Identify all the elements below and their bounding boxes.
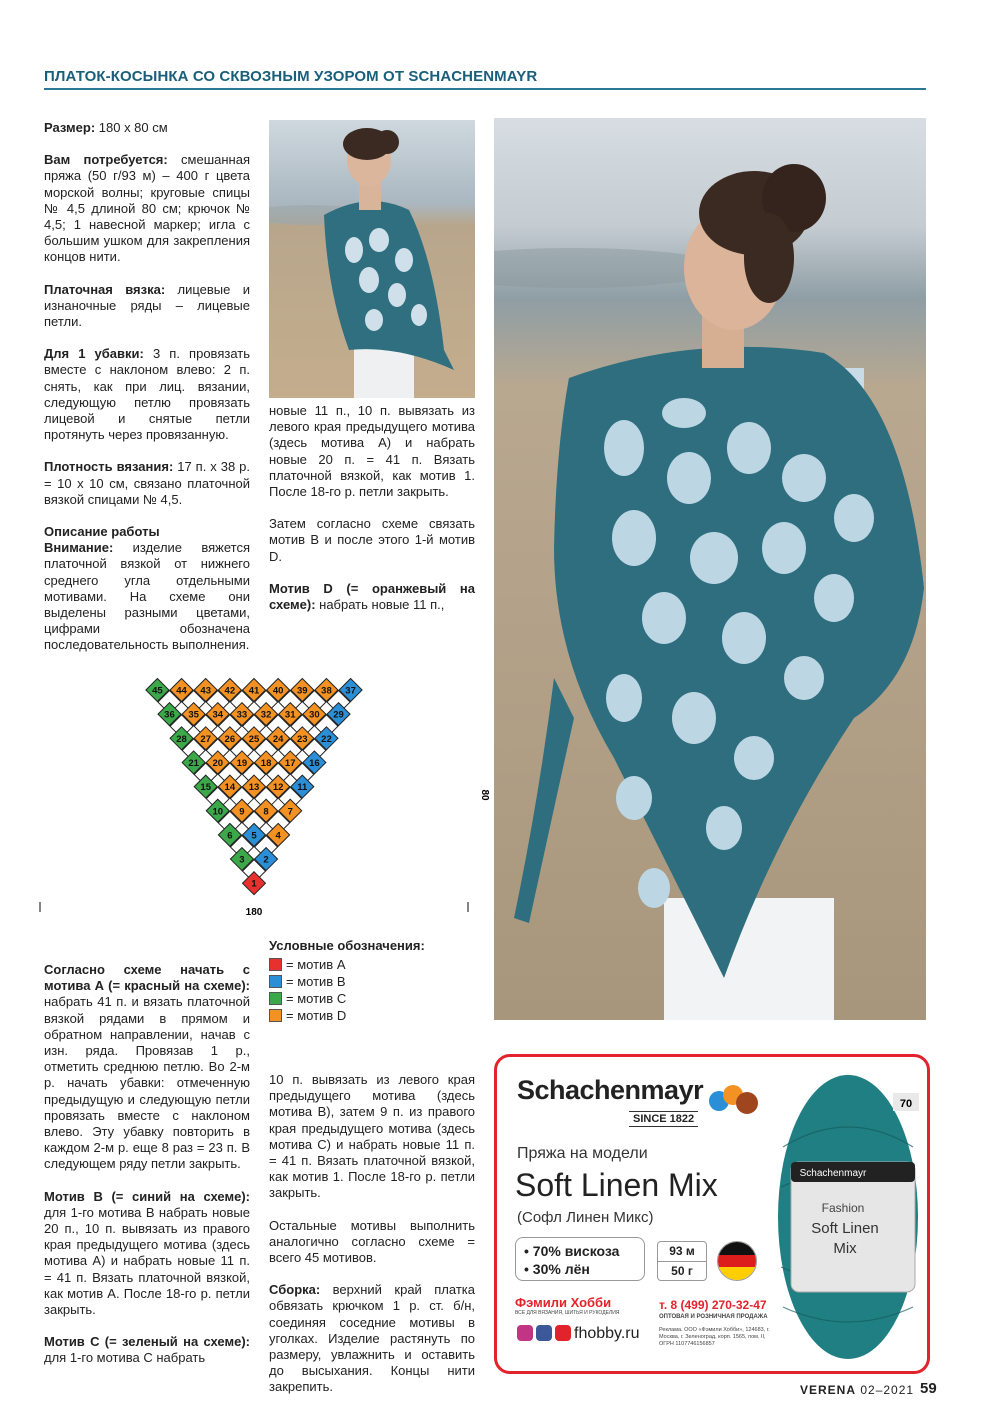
motif-number: 38 xyxy=(321,685,332,697)
svg-text:Fashion: Fashion xyxy=(821,1201,865,1215)
text-column-2: новые 11 п., 10 п. вывязать из левого края предыдущего мотива (здесь мотива А) и набрать новые 20 п. = 41 п. Вязать платочной вязкой, как мотив 1. После 18-го р. петли закрыть. Затем согласно схеме связать мотив В и после этого 1-й мотив D. Мотив D (= оранжевый на схеме): набрать новые 11 п., xyxy=(269,403,475,613)
motif-number: 35 xyxy=(188,709,199,721)
section-heading: Описание работы xyxy=(44,524,160,540)
shop-phone: т. 8 (499) 270-32-47 xyxy=(659,1298,767,1312)
motif-number: 11 xyxy=(297,782,308,794)
motif-number: 17 xyxy=(284,757,296,769)
motif-number: 40 xyxy=(272,685,284,697)
motif-number: 6 xyxy=(227,830,233,842)
page-title: ПЛАТОК-КОСЫНКА СО СКВОЗНЫМ УЗОРОМ ОТ SCHACHENMAYR xyxy=(44,68,538,85)
shop-website[interactable]: fhobby.ru xyxy=(517,1325,640,1343)
shop-logo: Фэмили Хобби ВСЕ ДЛЯ ВЯЗАНИЯ, ШИТЬЯ И РУКОДЕЛИЯ xyxy=(515,1295,620,1316)
motif-number: 4 xyxy=(275,830,281,842)
yarn-name: Soft Linen Mix xyxy=(515,1167,718,1203)
title-rule xyxy=(44,88,926,90)
motif-number: 8 xyxy=(263,806,269,818)
motif-number: 16 xyxy=(309,757,320,769)
motif-number: 9 xyxy=(239,806,245,818)
legend-item xyxy=(269,990,479,1007)
yarn-balls-logo-icon xyxy=(705,1079,765,1123)
germany-flag-icon xyxy=(717,1241,757,1281)
motif-number: 32 xyxy=(260,709,272,721)
specs-box: 93 м 50 г xyxy=(657,1241,707,1281)
shop-phone-sub: ОПТОВАЯ И РОЗНИЧНАЯ ПРОДАЖА xyxy=(659,1314,768,1320)
motif-number: 27 xyxy=(200,733,211,745)
motif-number: 7 xyxy=(287,806,293,818)
legend-label: = мотив В xyxy=(286,974,346,989)
motif-number: 30 xyxy=(309,709,320,721)
motif-number: 24 xyxy=(272,733,284,745)
motif-number: 21 xyxy=(188,757,199,769)
since-label: SINCE 1822 xyxy=(629,1111,698,1127)
legend-heading: Условные обозначения: xyxy=(269,938,425,953)
motif-number: 20 xyxy=(212,757,224,769)
footer-magazine: VERENA 02–2021 xyxy=(800,1383,915,1397)
motif-number: 39 xyxy=(297,685,308,697)
legend-item xyxy=(269,973,479,990)
motif-number: 33 xyxy=(236,709,248,721)
legend-item xyxy=(269,1007,479,1024)
svg-text:Mix: Mix xyxy=(833,1240,857,1257)
motif-number: 18 xyxy=(260,757,272,769)
width-label: 180 xyxy=(245,907,263,918)
motif-number: 25 xyxy=(248,733,260,745)
yarn-for-label: Пряжа на модели xyxy=(517,1145,648,1162)
motif-number: 14 xyxy=(224,782,236,794)
motif-number: 34 xyxy=(212,709,224,721)
height-label: 80 xyxy=(479,789,490,801)
svg-text:Soft Linen: Soft Linen xyxy=(811,1220,879,1237)
text-column-1: Размер: 180 х 80 см Вам потребуется: смешанная пряжа (50 г/93 м) – 400 г цвета морской волны; круговые спицы № 4,5 длиной 80 см; крючок № 4,5; 1 навесной маркер; игла с большим ушком для закрепления концов нити. Платочная вязка: лицевые и изнаночные ряды – лицевые петли. Для 1 убавки: 3 п. провязать вместе с наклоном влево: 2 п. снять, как при лиц. вязании, следующую петлю провязать лицевой и снятые петли протянуть через провязанную. Плотность вязания: 17 п. х 38 р. = 10 х 10 см, связано платочной вязкой спицами № 4,5. Описание работы Внимание: изделие вяжется платочной вязкой от нижнего среднего угла отдельными мотивами. На схеме они выделены разными цветами, цифрами обозначена последовательность выполнения. xyxy=(44,120,250,653)
model-photo-small xyxy=(269,120,475,398)
page-number: 59 xyxy=(920,1380,937,1397)
motif-number: 13 xyxy=(248,782,260,794)
motif-number: 37 xyxy=(345,685,356,697)
motif-number: 26 xyxy=(224,733,236,745)
motif-number: 3 xyxy=(239,854,245,866)
motif-number: 10 xyxy=(212,806,224,818)
legend-swatch xyxy=(269,975,282,988)
legal-text: Реклама. ООО «Фэмили Хобби», 124683, г. Москва, г. Зеленоград, корп. 1565, пом. II, ОГРН 1107746156857 xyxy=(659,1327,770,1347)
motif-number: 5 xyxy=(251,830,257,842)
motif-number: 43 xyxy=(200,685,211,697)
motif-number: 2 xyxy=(263,854,269,866)
legend-label: = мотив С xyxy=(286,991,347,1006)
motif-number: 36 xyxy=(164,709,175,721)
instagram-icon[interactable] xyxy=(517,1325,533,1341)
motif-number: 22 xyxy=(321,733,332,745)
motif-number: 15 xyxy=(200,782,211,794)
svg-text:Schachenmayr: Schachenmayr xyxy=(799,1168,867,1179)
motif-number: 41 xyxy=(248,685,260,697)
motif-number: 19 xyxy=(236,757,248,769)
legend-swatch xyxy=(269,958,282,971)
motif-number: 45 xyxy=(152,685,163,697)
legend-item xyxy=(269,956,479,973)
legend-swatch xyxy=(269,992,282,1005)
yarn-name-ru: (Софл Линен Микс) xyxy=(517,1209,654,1226)
legend-label: = мотив А xyxy=(286,957,346,972)
motif-number: 31 xyxy=(284,709,296,721)
motif-number: 42 xyxy=(224,685,236,697)
legend xyxy=(269,937,479,1024)
svg-text:70: 70 xyxy=(899,1098,913,1110)
diagram-svg xyxy=(34,670,494,920)
motif-diagram xyxy=(34,670,494,920)
composition-box: • 70% вискоза • 30% лён xyxy=(515,1237,645,1281)
yarn-ball-image xyxy=(773,1067,923,1367)
text-column-4: 10 п. вывязать из левого края предыдущего мотива (здесь мотива В), затем 9 п. из правого края предыдущего мотива (здесь мотива С) и набрать новые 11 п. = 41 п. Вязать платочной вязкой, как мотив 1. После 18-го р. петли закрыть. Остальные мотивы выполнить аналогично согласно схеме = всего 45 мотивов. Сборка: верхний край платка обвязать крючком 1 р. ст. б/н, соединяя соседние мотивы в уголках. Изделие растянуть по размеру, увлажнить и оставить до высыхания. Концы нити закрепить. xyxy=(269,1072,475,1395)
legend-label: = мотив D xyxy=(286,1008,347,1023)
youtube-icon[interactable] xyxy=(555,1325,571,1341)
motif-number: 44 xyxy=(176,685,187,697)
legend-swatch xyxy=(269,1009,282,1022)
text-column-3: Согласно схеме начать с мотива А (= красный на схеме): набрать 41 п. и вязать платочной вязкой рядами в прямом и обратном направлении, начав с изн. ряда. Провязав 1 р., отметить среднюю петлю. Во 2-м р. начать убавки: отмеченную предыдущую и следующую петли провязать вместе с наклоном влево. Эту убавку повторить в каждом 2-м р. еще 8 раз = 23 п. В следующем ряду петли закрыть. Мотив В (= синий на схеме): для 1-го мотива В набрать новые 20 п., 10 п. вывязать из правого края предыдущего мотива (здесь мотива А) и набрать новые 11 п. = 41 п. Вязать платочной вязкой, как мотив А. После 18-го р. петли закрыть. Мотив С (= зеленый на схеме): для 1-го мотива С набрать xyxy=(44,962,250,1366)
brand-logo: Schachenmayr xyxy=(517,1075,704,1105)
motif-number: 1 xyxy=(251,878,257,890)
motif-number: 12 xyxy=(272,782,284,794)
motif-number: 28 xyxy=(176,733,187,745)
motif-number: 29 xyxy=(333,709,344,721)
motif-number: 23 xyxy=(297,733,308,745)
facebook-icon[interactable] xyxy=(536,1325,552,1341)
yarn-advertisement xyxy=(494,1054,930,1374)
model-photo-large xyxy=(494,118,926,1020)
